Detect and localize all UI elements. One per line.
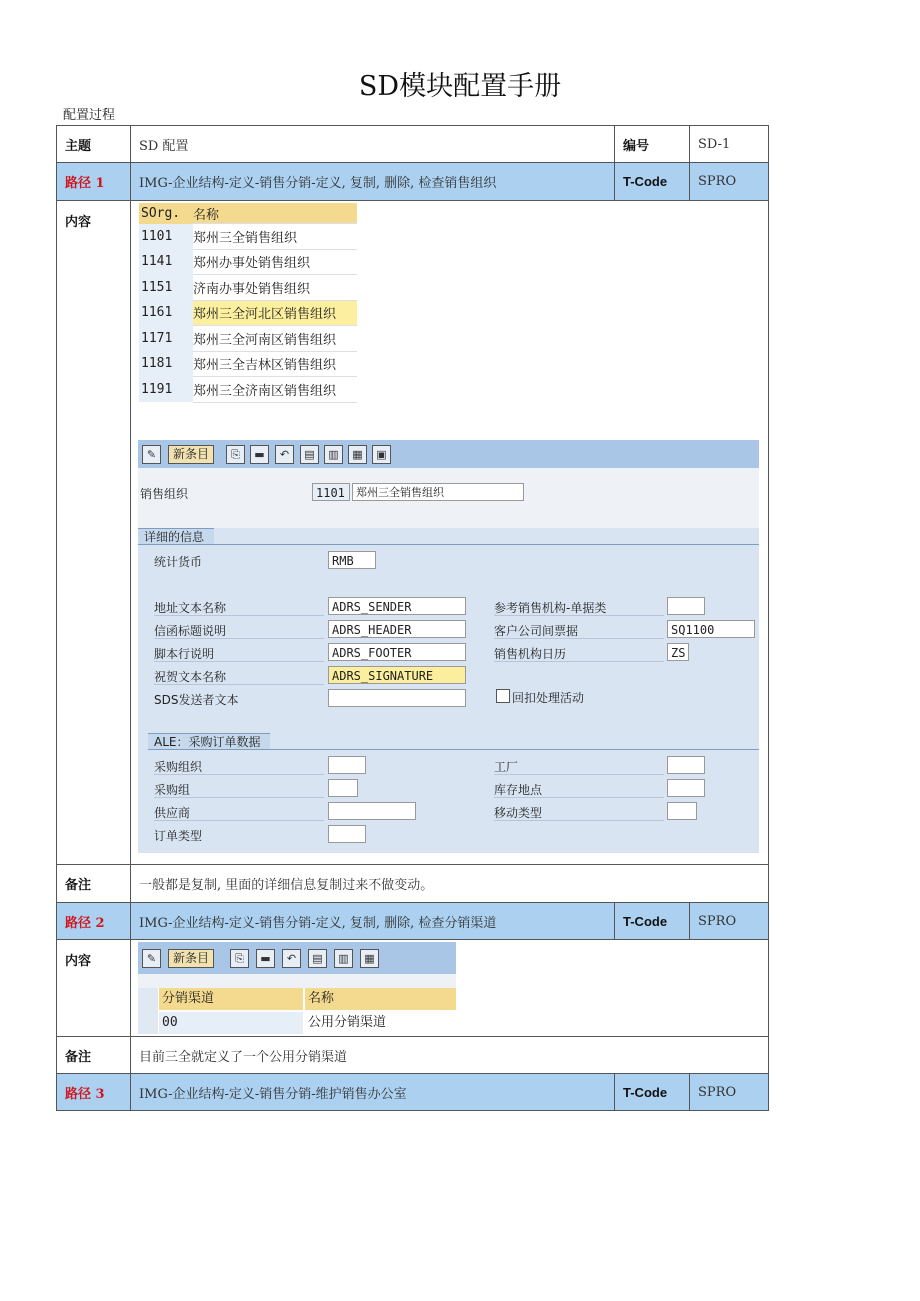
details-icon[interactable]: ▣ xyxy=(372,445,391,464)
path-row-2 xyxy=(57,903,769,940)
document-title: SD模块配置手册 xyxy=(358,71,562,102)
deselect-icon[interactable]: ▦ xyxy=(348,445,367,464)
path-text: IMG-企业结构-定义-销售分销-维护销售办公室 xyxy=(131,1074,615,1111)
path-row-3 xyxy=(57,1074,769,1111)
topic-value: SD 配置 xyxy=(131,126,615,163)
number-label: 编号 xyxy=(615,126,690,163)
content-label: 内容 xyxy=(57,940,131,1037)
address-text-label: 地址文本名称 xyxy=(154,601,227,615)
list-item-selected[interactable] xyxy=(139,300,357,326)
sds-sender-label: SDS发送者文本 xyxy=(154,693,239,707)
ale-tab: ALE：采购订单数据 xyxy=(148,733,270,750)
org-name: 济南办事处销售组织 xyxy=(193,275,357,301)
content-area-1 xyxy=(131,201,768,864)
order-type-label: 订单类型 xyxy=(154,829,203,843)
header-row xyxy=(57,126,769,163)
delete-icon[interactable]: ▬ xyxy=(256,949,275,968)
path-label: 路径 2 xyxy=(57,903,131,940)
sales-org-name-field[interactable]: 郑州三全销售组织 xyxy=(352,483,524,501)
sds-sender-field[interactable] xyxy=(328,689,466,707)
plant-field[interactable] xyxy=(667,756,705,774)
sales-org-header-area xyxy=(138,468,759,528)
content-row-1 xyxy=(57,201,769,865)
purch-group-label: 采购组 xyxy=(154,783,191,797)
path-label: 路径 1 xyxy=(57,163,131,201)
list-item[interactable] xyxy=(139,275,357,301)
storage-location-field[interactable] xyxy=(667,779,705,797)
storage-location-label: 库存地点 xyxy=(494,783,543,797)
row-selector-column xyxy=(138,988,158,1034)
channel-code[interactable]: 00 xyxy=(159,1012,303,1034)
footer-text-label: 脚本行说明 xyxy=(154,647,215,661)
note-row-2 xyxy=(57,1037,769,1074)
org-code: 1181 xyxy=(139,351,193,377)
movement-type-field[interactable] xyxy=(667,802,697,820)
sales-org-list xyxy=(139,203,357,403)
number-value: SD-1 xyxy=(690,126,769,163)
currency-label: 统计货币 xyxy=(154,555,203,569)
path-label: 路径 3 xyxy=(57,1074,131,1111)
note-text: 目前三全就定义了一个公用分销渠道 xyxy=(131,1037,769,1074)
undo-icon[interactable]: ↶ xyxy=(282,949,301,968)
note-label: 备注 xyxy=(57,1037,131,1074)
path-text: IMG-企业结构-定义-销售分销-定义, 复制, 删除, 检查分销渠道 xyxy=(131,903,615,940)
org-name: 郑州三全销售组织 xyxy=(193,224,357,250)
org-code: 1151 xyxy=(139,275,193,301)
col-header-channel[interactable]: 分销渠道 xyxy=(159,988,303,1010)
letter-header-label: 信函标题说明 xyxy=(154,624,227,638)
list-header xyxy=(139,203,357,224)
plant-label: 工厂 xyxy=(494,760,519,774)
org-code: 1141 xyxy=(139,249,193,275)
intercompany-billing-field[interactable]: SQ1100 xyxy=(667,620,755,638)
footer-text-field[interactable]: ADRS_FOOTER xyxy=(328,643,466,661)
ref-org-doc-label: 参考销售机构-单据类 xyxy=(494,601,607,615)
sales-calendar-label: 销售机构日历 xyxy=(494,647,567,661)
org-name: 郑州三全济南区销售组织 xyxy=(193,377,357,403)
tcode-label: T-Code xyxy=(615,903,690,940)
list-item[interactable] xyxy=(139,351,357,377)
content-row-2 xyxy=(57,940,769,1037)
topic-label: 主题 xyxy=(57,126,131,163)
address-text-field[interactable]: ADRS_SENDER xyxy=(328,597,466,615)
copy-icon[interactable]: ⎘ xyxy=(226,445,245,464)
list-item[interactable] xyxy=(139,249,357,275)
currency-field[interactable]: RMB xyxy=(328,551,376,569)
sales-calendar-field[interactable]: ZS xyxy=(667,643,689,661)
deselect-icon[interactable]: ▦ xyxy=(360,949,379,968)
edit-icon[interactable]: ✎ xyxy=(142,949,161,968)
ref-org-doc-field[interactable] xyxy=(667,597,705,615)
document-subtitle: 配置过程 xyxy=(63,108,116,123)
rebate-label: 回扣处理活动 xyxy=(512,691,585,705)
new-entry-button[interactable]: 新条目 xyxy=(168,949,214,968)
greeting-text-field[interactable]: ADRS_SIGNATURE xyxy=(328,666,466,684)
list-item[interactable] xyxy=(139,377,357,403)
list-item[interactable] xyxy=(139,326,357,352)
org-name: 郑州办事处销售组织 xyxy=(193,249,357,275)
tcode-label: T-Code xyxy=(615,1074,690,1111)
list-item[interactable] xyxy=(139,224,357,250)
letter-header-field[interactable]: ADRS_HEADER xyxy=(328,620,466,638)
delete-icon[interactable]: ▬ xyxy=(250,445,269,464)
tcode-label: T-Code xyxy=(615,163,690,201)
intercompany-billing-label: 客户公司间票据 xyxy=(494,624,579,638)
tcode-value: SPRO xyxy=(690,1074,769,1111)
content-label: 内容 xyxy=(57,201,131,865)
content-area-2 xyxy=(131,940,768,1036)
channel-toolbar xyxy=(138,942,456,974)
edit-icon[interactable]: ✎ xyxy=(142,445,161,464)
order-type-field[interactable] xyxy=(328,825,366,843)
vendor-field[interactable] xyxy=(328,802,416,820)
channel-name[interactable]: 公用分销渠道 xyxy=(308,1015,387,1030)
copy-icon[interactable]: ⎘ xyxy=(230,949,249,968)
org-name: 郑州三全河北区销售组织 xyxy=(193,300,357,326)
col-header-name[interactable]: 名称 xyxy=(305,988,456,1010)
detail-tab: 详细的信息 xyxy=(138,528,214,545)
select-all-icon[interactable]: ▤ xyxy=(300,445,319,464)
new-entry-button[interactable]: 新条目 xyxy=(168,445,214,464)
col-header-sorg[interactable]: SOrg. xyxy=(139,203,193,224)
detail-toolbar xyxy=(138,440,759,468)
path-text: IMG-企业结构-定义-销售分销-定义, 复制, 删除, 检查销售组织 xyxy=(131,163,615,201)
org-code: 1161 xyxy=(139,300,193,326)
org-code: 1171 xyxy=(139,326,193,352)
greeting-text-label: 祝贺文本名称 xyxy=(154,670,227,684)
org-name: 郑州三全河南区销售组织 xyxy=(193,326,357,352)
purch-group-field[interactable] xyxy=(328,779,358,797)
vendor-label: 供应商 xyxy=(154,806,191,820)
sales-org-label: 销售组织 xyxy=(140,487,189,501)
detail-panel xyxy=(138,528,759,853)
tcode-value: SPRO xyxy=(690,163,769,201)
rebate-checkbox[interactable] xyxy=(496,689,510,703)
purch-org-label: 采购组织 xyxy=(154,760,203,774)
select-block-icon[interactable]: ▥ xyxy=(324,445,343,464)
movement-type-label: 移动类型 xyxy=(494,806,543,820)
col-header-name[interactable]: 名称 xyxy=(193,203,357,224)
path-row-1 xyxy=(57,163,769,201)
undo-icon[interactable]: ↶ xyxy=(275,445,294,464)
org-code: 1191 xyxy=(139,377,193,403)
note-label: 备注 xyxy=(57,865,131,903)
purch-org-field[interactable] xyxy=(328,756,366,774)
note-text: 一般都是复制, 里面的详细信息复制过来不做变动。 xyxy=(131,865,769,903)
tcode-value: SPRO xyxy=(690,903,769,940)
select-block-icon[interactable]: ▥ xyxy=(334,949,353,968)
config-table xyxy=(56,125,769,1111)
select-all-icon[interactable]: ▤ xyxy=(308,949,327,968)
org-name: 郑州三全吉林区销售组织 xyxy=(193,351,357,377)
sales-org-code-field[interactable]: 1101 xyxy=(312,483,350,501)
note-row-1 xyxy=(57,865,769,903)
org-code: 1101 xyxy=(139,224,193,250)
